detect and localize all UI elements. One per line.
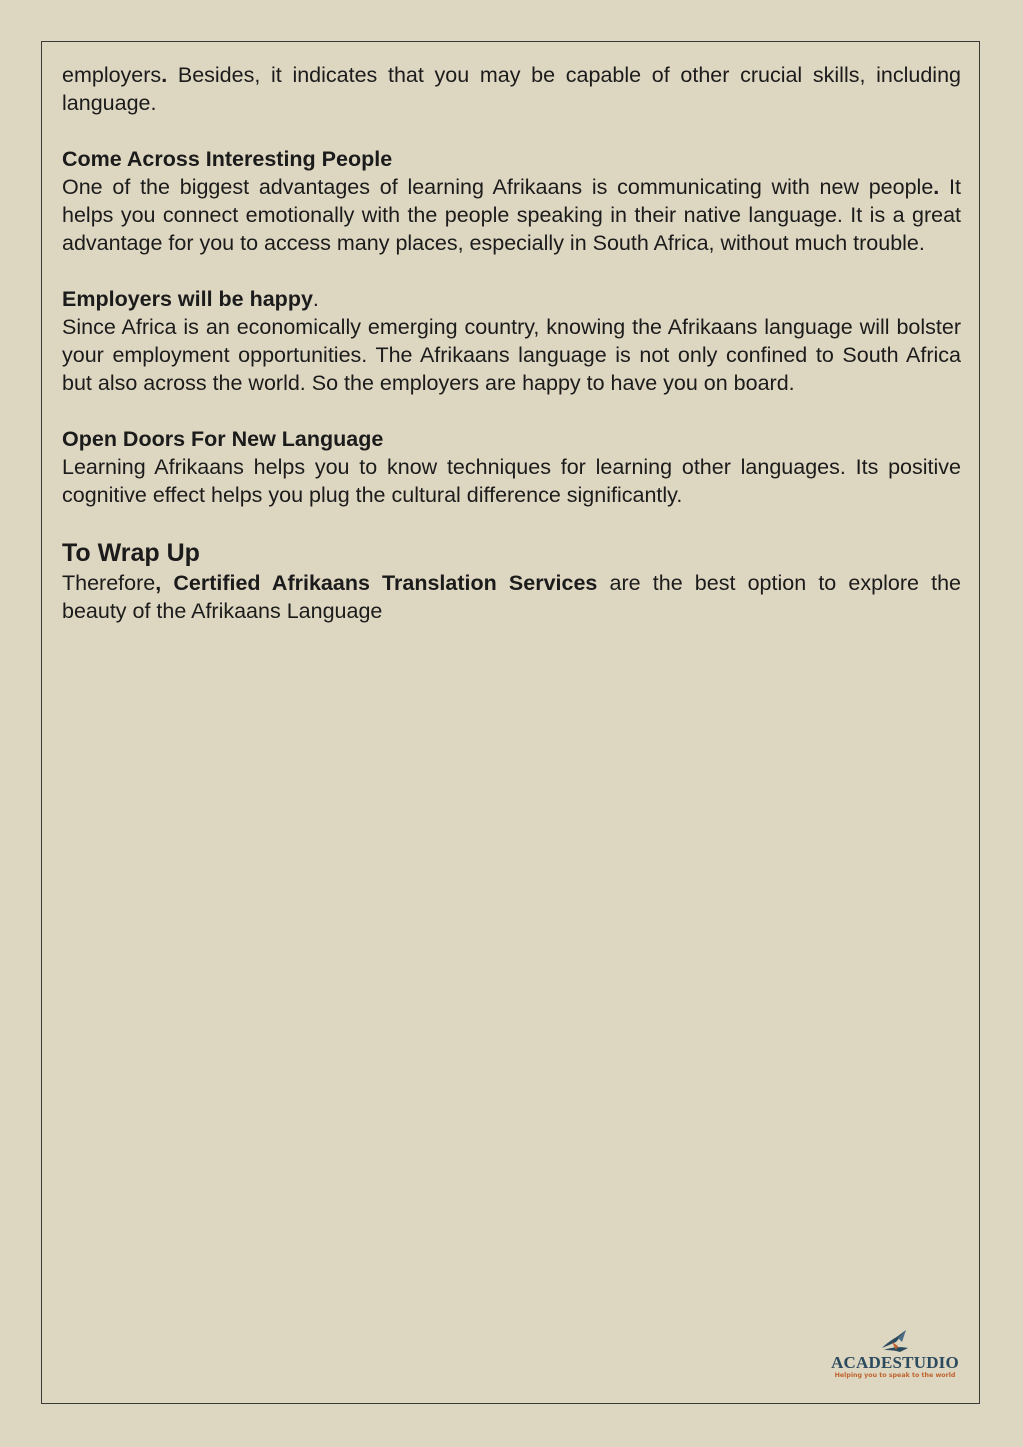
section-employers-happy [62,285,961,397]
intro-paragraph [62,61,961,117]
logo-name: ACADESTUDIO [831,1353,959,1372]
section-heading: Open Doors For New Language [62,427,384,451]
section-body: Learning Afrikaans helps you to know techniques for learning other languages. Its positive cognitive effect helps you plug the cultural difference significantly. [62,455,961,507]
section-heading-suffix: . [312,287,319,311]
section-heading [62,285,961,313]
section-body-period: . [933,175,940,199]
document-content [62,61,961,625]
section-body-start: One of the biggest advantages of learning Afrikaans is communicating with new people [62,175,934,199]
wrap-up-text-end: are the best option to explore the beauty of the Afrikaans Language [62,571,961,623]
section-wrap-up [62,537,961,625]
wrap-up-heading: To Wrap Up [62,539,200,567]
intro-text-end: Besides, it indicates that you may be capable of other crucial skills, including language. [62,63,961,115]
acadestudio-logo [829,1328,961,1386]
section-heading: Come Across Interesting People [62,147,393,171]
wrap-up-bold-link-text: , Certified Afrikaans Translation Services [155,571,598,595]
section-heading-text: Employers will be happy [62,287,313,311]
section-interesting-people [62,145,961,257]
logo-tagline: Helping you to speak to the world [834,1372,956,1379]
wrap-up-text-start: Therefore [62,571,156,595]
section-body: Since Africa is an economically emerging country, knowing the Afrikaans language will bolster your employment opportunities. The Afrikaans language is not only confined to South Africa but also across the world. So the employers are happy to have you on board. [62,315,961,395]
section-body-end: It helps you connect emotionally with the people speaking in their native language. It is a great advantage for you to access many places, especially in South Africa, without much trouble. [62,175,961,255]
wrap-up-body [62,569,961,625]
section-open-doors [62,425,961,509]
intro-period: . [161,63,168,87]
paper-plane-icon [878,1328,912,1354]
section-body [62,173,961,257]
intro-text-start: employers [62,63,162,87]
